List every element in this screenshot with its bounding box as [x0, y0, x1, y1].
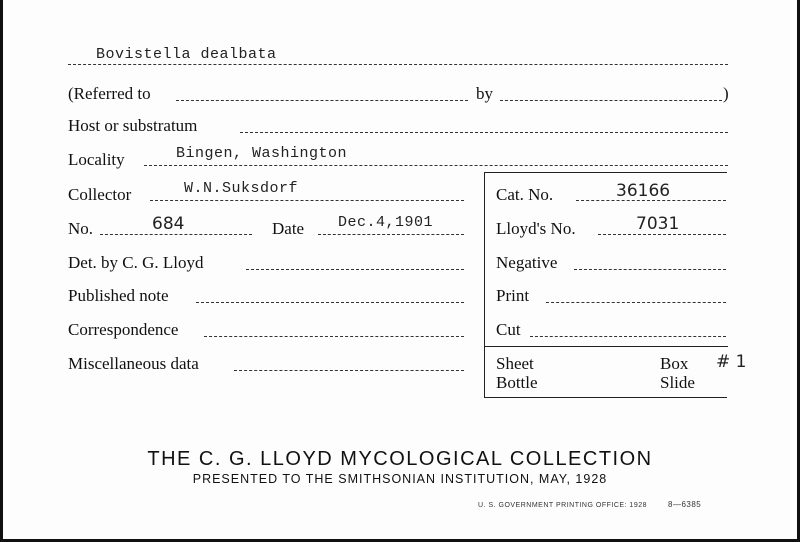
species-line	[68, 64, 728, 65]
no-value: 684	[152, 214, 185, 234]
locality-label: Locality	[68, 150, 125, 169]
date-value: Dec.4,1901	[338, 214, 434, 231]
cut-line	[530, 336, 726, 337]
by-line	[500, 100, 722, 101]
printing-office-note: U. S. GOVERNMENT PRINTING OFFICE: 1928	[478, 502, 648, 509]
species-name: Bovistella dealbata	[96, 46, 277, 63]
box-label: Box	[660, 354, 689, 373]
negative-line	[574, 269, 726, 270]
referred-to-line	[176, 100, 468, 101]
published-note-line	[196, 302, 464, 303]
cat-no-line	[576, 200, 726, 201]
misc-label: Miscellaneous data	[68, 354, 199, 373]
lloyds-no-line	[598, 234, 726, 235]
published-note-label: Published note	[68, 286, 169, 305]
close-paren: )	[723, 84, 729, 103]
collection-title: THE C. G. LLOYD MYCOLOGICAL COLLECTION	[147, 448, 653, 470]
date-line	[318, 234, 464, 235]
box-divider	[484, 346, 728, 347]
cat-no-label: Cat. No.	[496, 185, 554, 204]
cat-no-value: 36166	[616, 181, 671, 201]
by-label: by	[476, 84, 493, 103]
referred-to-label: (Referred to	[68, 84, 151, 103]
det-by-line	[246, 269, 464, 270]
slide-label: Slide	[660, 373, 695, 392]
negative-label: Negative	[496, 253, 558, 272]
correspondence-line	[204, 336, 464, 337]
no-line	[100, 234, 252, 235]
locality-line	[144, 165, 728, 166]
date-label: Date	[272, 219, 305, 238]
host-line	[240, 132, 728, 133]
bottle-label: Bottle	[496, 373, 538, 392]
lloyds-no-label: Lloyd's No.	[496, 219, 576, 238]
print-label: Print	[496, 286, 530, 305]
lloyds-no-value: 7031	[636, 214, 680, 234]
collector-label: Collector	[68, 185, 132, 204]
no-label: No.	[68, 219, 94, 238]
det-by-label: Det. by C. G. Lloyd	[68, 253, 204, 272]
cut-label: Cut	[496, 320, 521, 339]
sheet-label: Sheet	[496, 354, 534, 373]
collector-value: W.N.Suksdorf	[184, 180, 299, 197]
host-label: Host or substratum	[68, 116, 198, 135]
print-line	[546, 302, 726, 303]
collection-subtitle: PRESENTED TO THE SMITHSONIAN INSTITUTION, MAY, 1928	[192, 472, 608, 486]
box-value: # 1	[716, 352, 747, 372]
misc-line	[234, 370, 464, 371]
collector-line	[150, 200, 464, 201]
form-number: 8—6385	[668, 500, 702, 509]
locality-value: Bingen, Washington	[176, 145, 348, 162]
correspondence-label: Correspondence	[68, 320, 179, 339]
